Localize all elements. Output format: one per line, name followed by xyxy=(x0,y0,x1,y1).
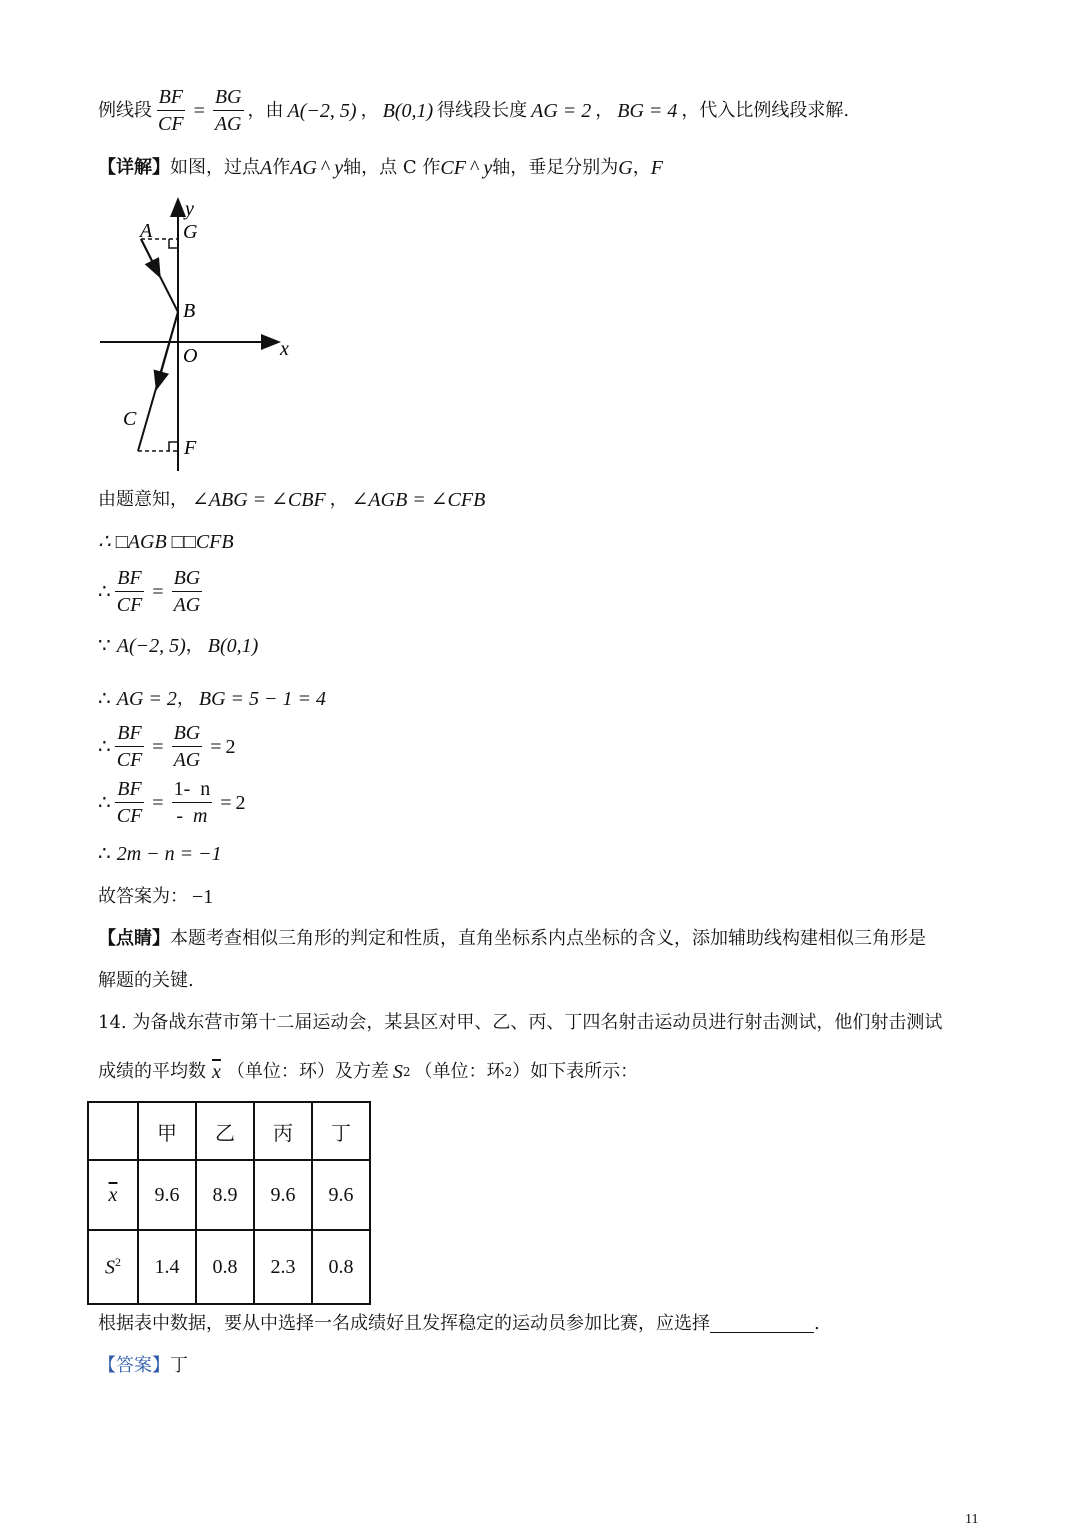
row-label-variance: $S^2$ xyxy=(88,1230,138,1304)
label-g: G xyxy=(183,221,198,243)
arrow-bc xyxy=(157,312,178,387)
step-7: ∴ $\frac{BF}{CF}$ = $\frac{1- n}{- m}$ = 2 xyxy=(98,778,246,827)
label-f: F xyxy=(184,437,197,459)
q14-answer xyxy=(98,1357,188,1375)
q14-line-2: 成绩的平均数 $\overline{x}$ （单位：环）及方差 S 2 （单位：环 2 ）如下表所示： xyxy=(98,1061,639,1083)
table-cell: 8.9 xyxy=(196,1160,254,1230)
table-cell: 1.4 xyxy=(138,1230,196,1304)
q14-line-1: 14. 为备战东营市第十二届运动会，某县区对甲、乙、丙、丁四名射击运动员进行射击测试，他们射击测试 xyxy=(98,1012,943,1033)
step-2: ∴ □AGB □□CFB xyxy=(98,531,234,553)
comment-tag: 【点睛】 xyxy=(98,928,170,949)
bg-length: BG = 4 xyxy=(617,99,678,122)
comment-line-1: 【点睛】 本题考查相似三角形的判定和性质，直角坐标系内点坐标的含义，添加辅助线构建相似三角形是 xyxy=(98,928,926,949)
label-o: O xyxy=(183,345,198,367)
point-a: A(−2, 5) xyxy=(287,99,357,122)
intro-line: 例线段 $\frac{BF}{CF}$ = $\frac{BG}{AG}$ ，由 A(−2, 5) ， B(0,1) 得线段长度 AG = 2 ， BG = 4 ，代入比例线段求解. xyxy=(98,86,850,135)
fraction-bf-cf: $\frac{BF}{CF}$ xyxy=(158,86,184,135)
ag-length: AG = 2 xyxy=(531,99,592,122)
table-cell: 9.6 xyxy=(254,1160,312,1230)
row-label-mean: $\overline{x}$ xyxy=(88,1160,138,1230)
answer-value: 丁 xyxy=(170,1355,188,1376)
table-cell: 0.8 xyxy=(196,1230,254,1304)
q14-question: 根据表中数据，要从中选择一名成绩好且发挥稳定的运动员参加比赛，应选择 . xyxy=(98,1312,820,1334)
table-cell: 0.8 xyxy=(312,1230,370,1304)
answer-tag: 【答案】 xyxy=(98,1355,170,1376)
comment-line-2: 解题的关键. xyxy=(98,970,194,991)
step-6: ∴ $\frac{BF}{CF}$ = $\frac{BG}{AG}$ = 2 xyxy=(98,722,236,771)
right-angle-f xyxy=(169,442,178,451)
intro-prefix: 例线段 xyxy=(98,99,152,121)
table-header-cell: 丁 xyxy=(312,1102,370,1160)
detail-line: 【详解】 如图，过点 A 作 AG ^ y 轴，点 C 作 CF ^ y 轴，垂足分别为 G ， F xyxy=(98,157,663,179)
step-8: ∴ 2m − n = −1 xyxy=(98,843,222,865)
step-1: 由题意知， ∠ABG = ∠CBF ， ∠AGB = ∠CFB xyxy=(98,489,486,511)
answer-blank xyxy=(710,1314,814,1333)
label-y: y xyxy=(185,198,194,220)
fraction-bg-ag: $\frac{BG}{AG}$ xyxy=(214,86,242,135)
page-number: 11 xyxy=(965,1512,979,1527)
label-b: B xyxy=(183,300,196,322)
table-header-cell: 乙 xyxy=(196,1102,254,1160)
coordinate-diagram xyxy=(95,195,305,480)
right-angle-g xyxy=(169,239,178,248)
table-row-variance xyxy=(88,1230,370,1304)
label-c: C xyxy=(123,408,137,430)
step-5: ∴ AG = 2 ， BG = 5 − 1 = 4 xyxy=(98,688,327,710)
label-x: x xyxy=(280,338,289,360)
answer-line: 故答案为： −1 xyxy=(98,886,214,908)
table-header-cell: 丙 xyxy=(254,1102,312,1160)
mean-symbol: $\overline{x}$ xyxy=(212,1061,221,1083)
table-corner-cell xyxy=(88,1102,138,1160)
step-3: ∴ $\frac{BF}{CF}$ = $\frac{BG}{AG}$ xyxy=(98,567,201,616)
table-cell: 9.6 xyxy=(138,1160,196,1230)
table-row-mean xyxy=(88,1160,370,1230)
step-4: ∵ A(−2, 5) ， B(0,1) xyxy=(98,635,259,657)
table-cell: 9.6 xyxy=(312,1160,370,1230)
point-b: B(0,1) xyxy=(382,99,434,122)
table-cell: 2.3 xyxy=(254,1230,312,1304)
arrow-ab xyxy=(141,239,159,275)
score-table xyxy=(87,1101,371,1305)
table-header-row xyxy=(88,1102,370,1160)
table-header-cell: 甲 xyxy=(138,1102,196,1160)
detail-tag: 【详解】 xyxy=(98,157,170,178)
label-a: A xyxy=(140,220,153,242)
variance-symbol: S xyxy=(392,1061,403,1083)
